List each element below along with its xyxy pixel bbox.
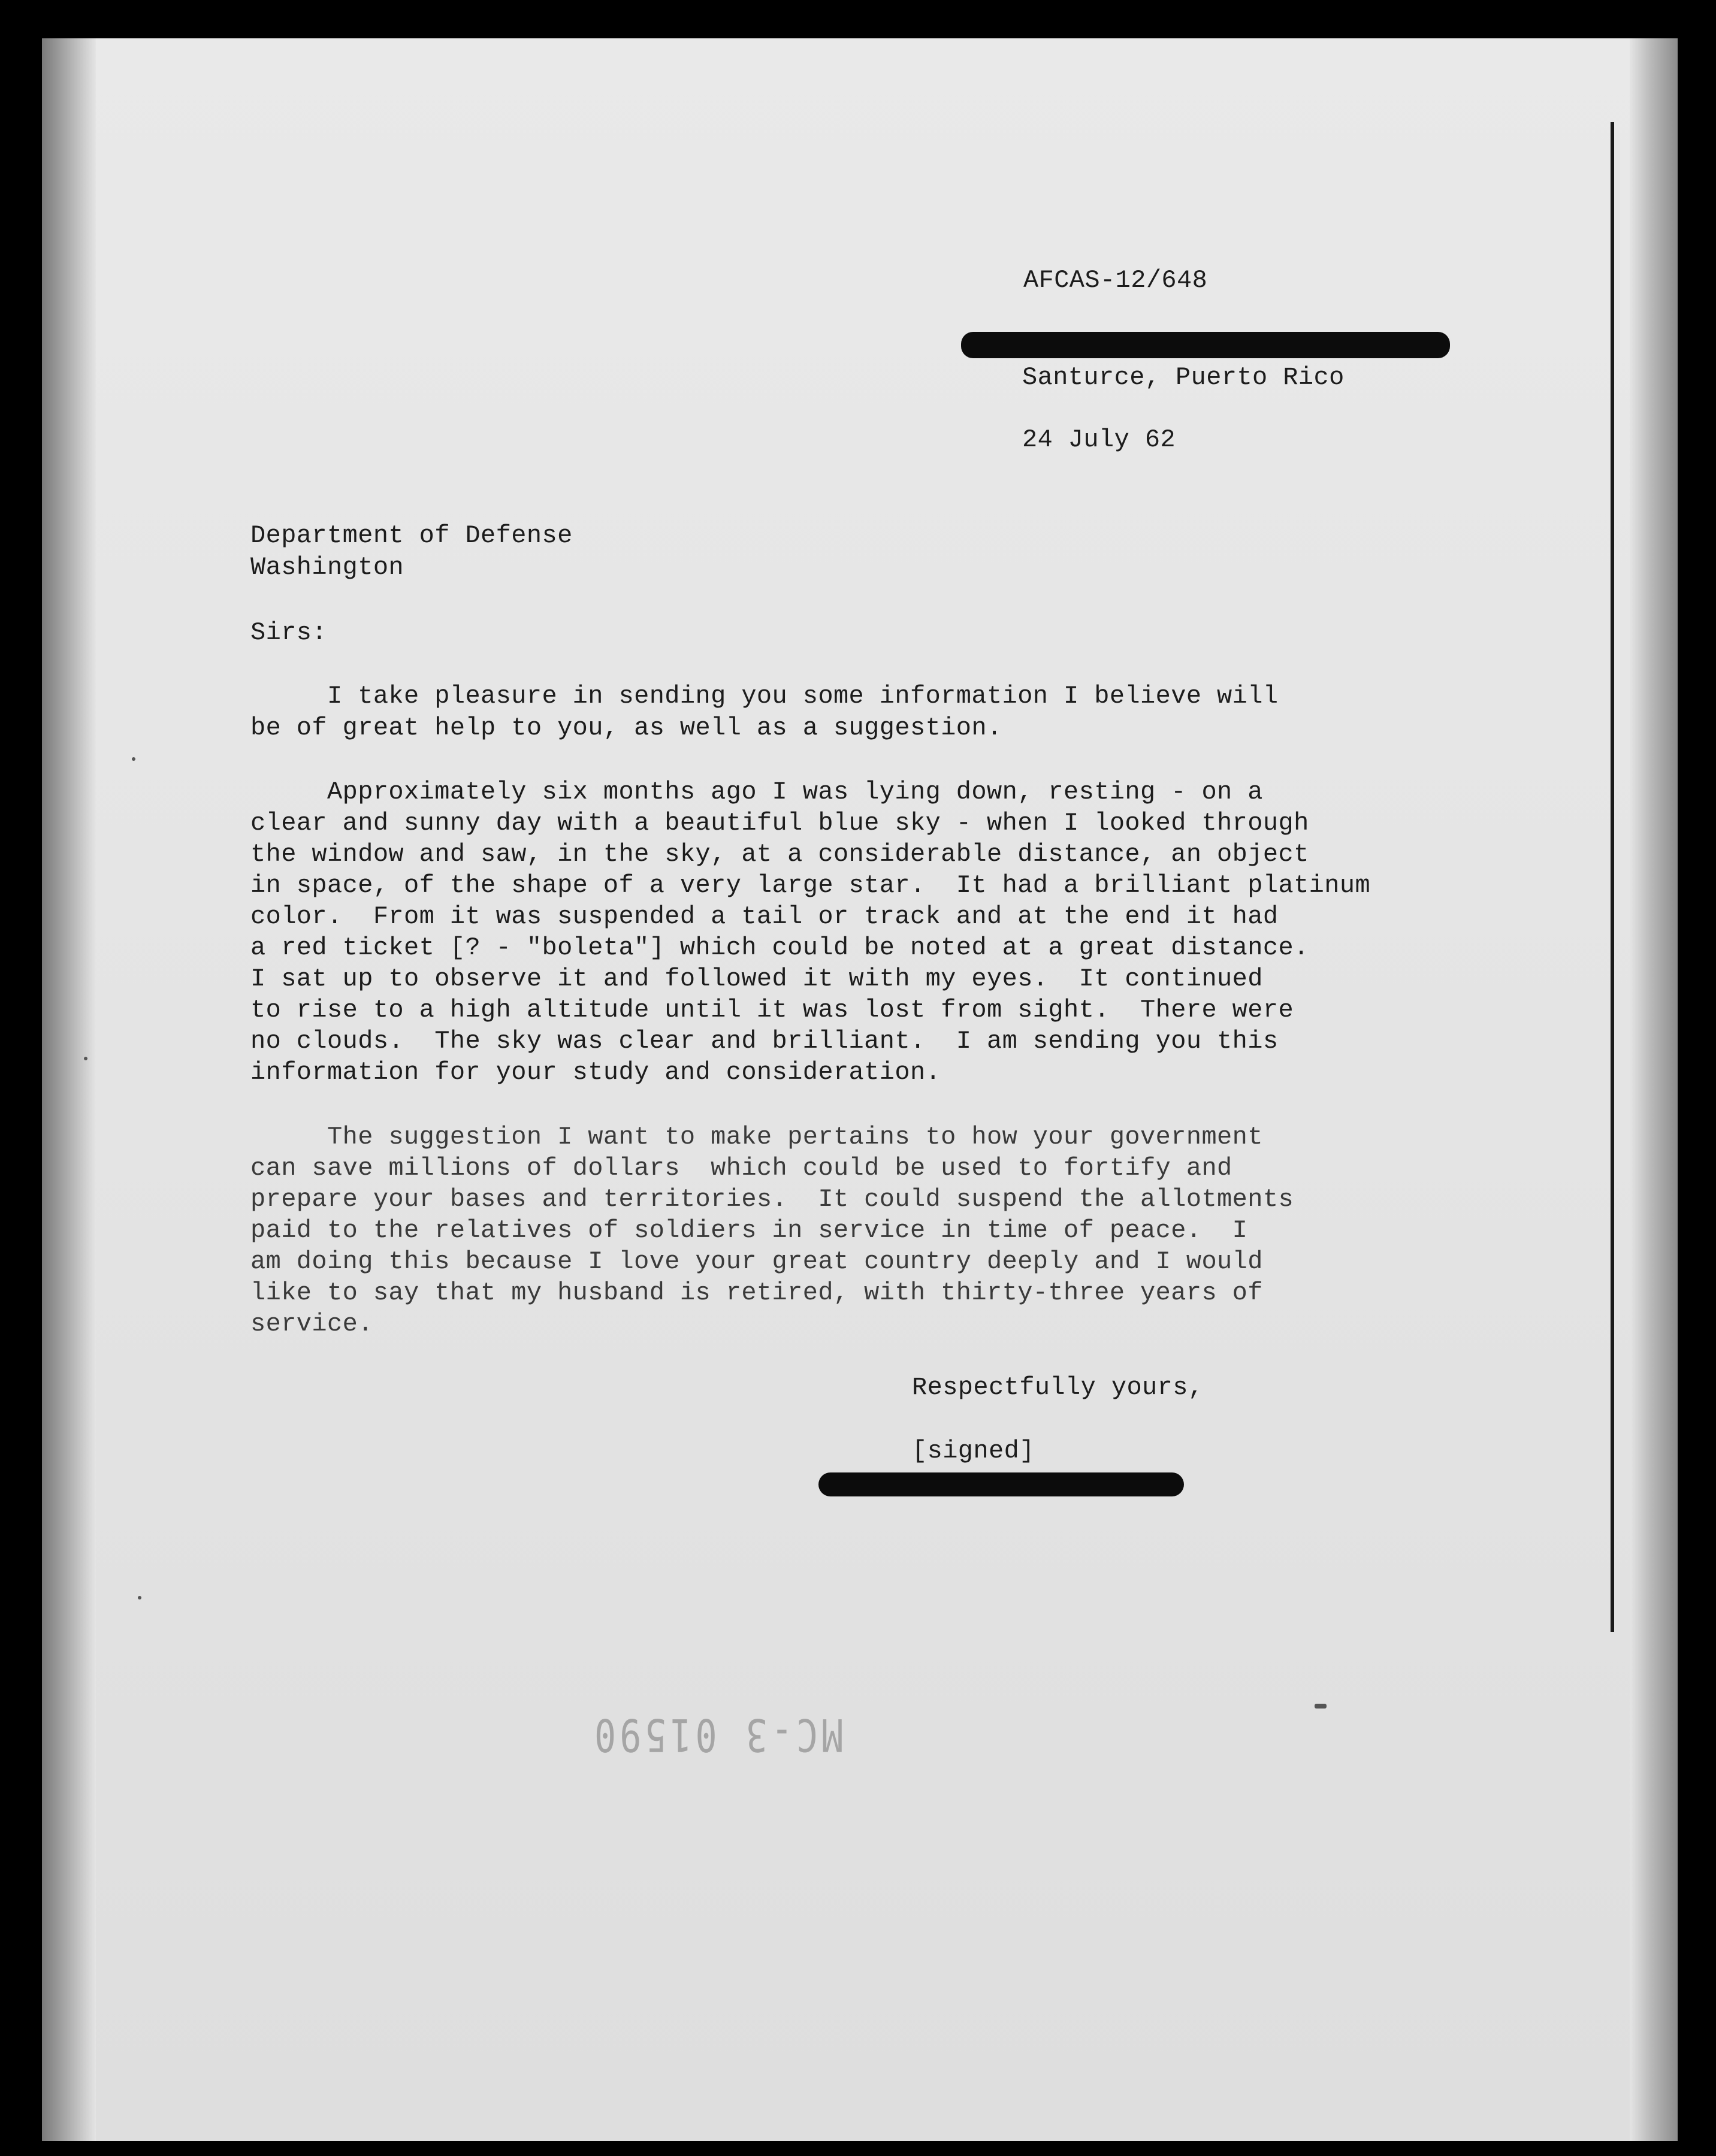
scan-speck: [84, 1057, 87, 1060]
scan-edge-left: [42, 38, 96, 2141]
paragraph-2-line: in space, of the shape of a very large star. It had a brilliant platinum: [250, 871, 1371, 900]
complimentary-close: Respectfully yours,: [912, 1373, 1204, 1402]
paragraph-3-line: prepare your bases and territories. It could suspend the allotments: [250, 1185, 1294, 1214]
paragraph-2-line: a red ticket [? - "boleta"] which could be noted at a great distance.: [250, 933, 1309, 962]
redaction-bar-address: [961, 332, 1450, 358]
paragraph-3-line: The suggestion I want to make pertains to how your government: [250, 1123, 1263, 1151]
margin-rule: [1611, 122, 1614, 1632]
salutation: Sirs:: [250, 618, 328, 647]
letter-page: [42, 38, 1678, 2141]
paragraph-2-line: Approximately six months ago I was lying down, resting - on a: [250, 778, 1263, 806]
paragraph-2-line: information for your study and consideration.: [250, 1058, 941, 1087]
scan-speck: [132, 757, 135, 761]
redaction-bar-signature: [818, 1472, 1184, 1496]
letter-date: 24 July 62: [1022, 425, 1176, 454]
paragraph-3-line: can save millions of dollars which could be used to fortify and: [250, 1154, 1232, 1183]
addressee-line-1: Department of Defense: [250, 521, 573, 550]
addressee-line-2: Washington: [250, 553, 404, 582]
scan-speck: [1315, 1704, 1327, 1709]
paragraph-1-line: be of great help to you, as well as a suggestion.: [250, 713, 1002, 742]
scan-edge-right: [1630, 38, 1678, 2141]
paragraph-2-line: I sat up to observe it and followed it with my eyes. It continued: [250, 964, 1263, 993]
paragraph-2-line: to rise to a high altitude until it was lost from sight. There were: [250, 996, 1294, 1024]
paragraph-3-line: paid to the relatives of soldiers in service in time of peace. I: [250, 1216, 1248, 1245]
sender-location: Santurce, Puerto Rico: [1022, 363, 1345, 392]
paragraph-3-line: like to say that my husband is retired, with thirty-three years of: [250, 1278, 1263, 1307]
paragraph-2-line: no clouds. The sky was clear and brilliant. I am sending you this: [250, 1027, 1279, 1056]
archive-stamp: MC-3 01590: [591, 1708, 844, 1761]
paragraph-2-line: color. From it was suspended a tail or track and at the end it had: [250, 902, 1279, 931]
file-reference: AFCAS-12/648: [1023, 266, 1208, 295]
signature-note: [signed]: [912, 1437, 1035, 1465]
paragraph-2-line: the window and saw, in the sky, at a considerable distance, an object: [250, 840, 1309, 869]
paragraph-1-line: I take pleasure in sending you some information I believe will: [250, 682, 1279, 710]
paragraph-2-line: clear and sunny day with a beautiful blue sky - when I looked through: [250, 809, 1309, 837]
scan-speck: [138, 1596, 141, 1599]
paragraph-3-line: service.: [250, 1310, 373, 1338]
paragraph-3-line: am doing this because I love your great country deeply and I would: [250, 1247, 1263, 1276]
